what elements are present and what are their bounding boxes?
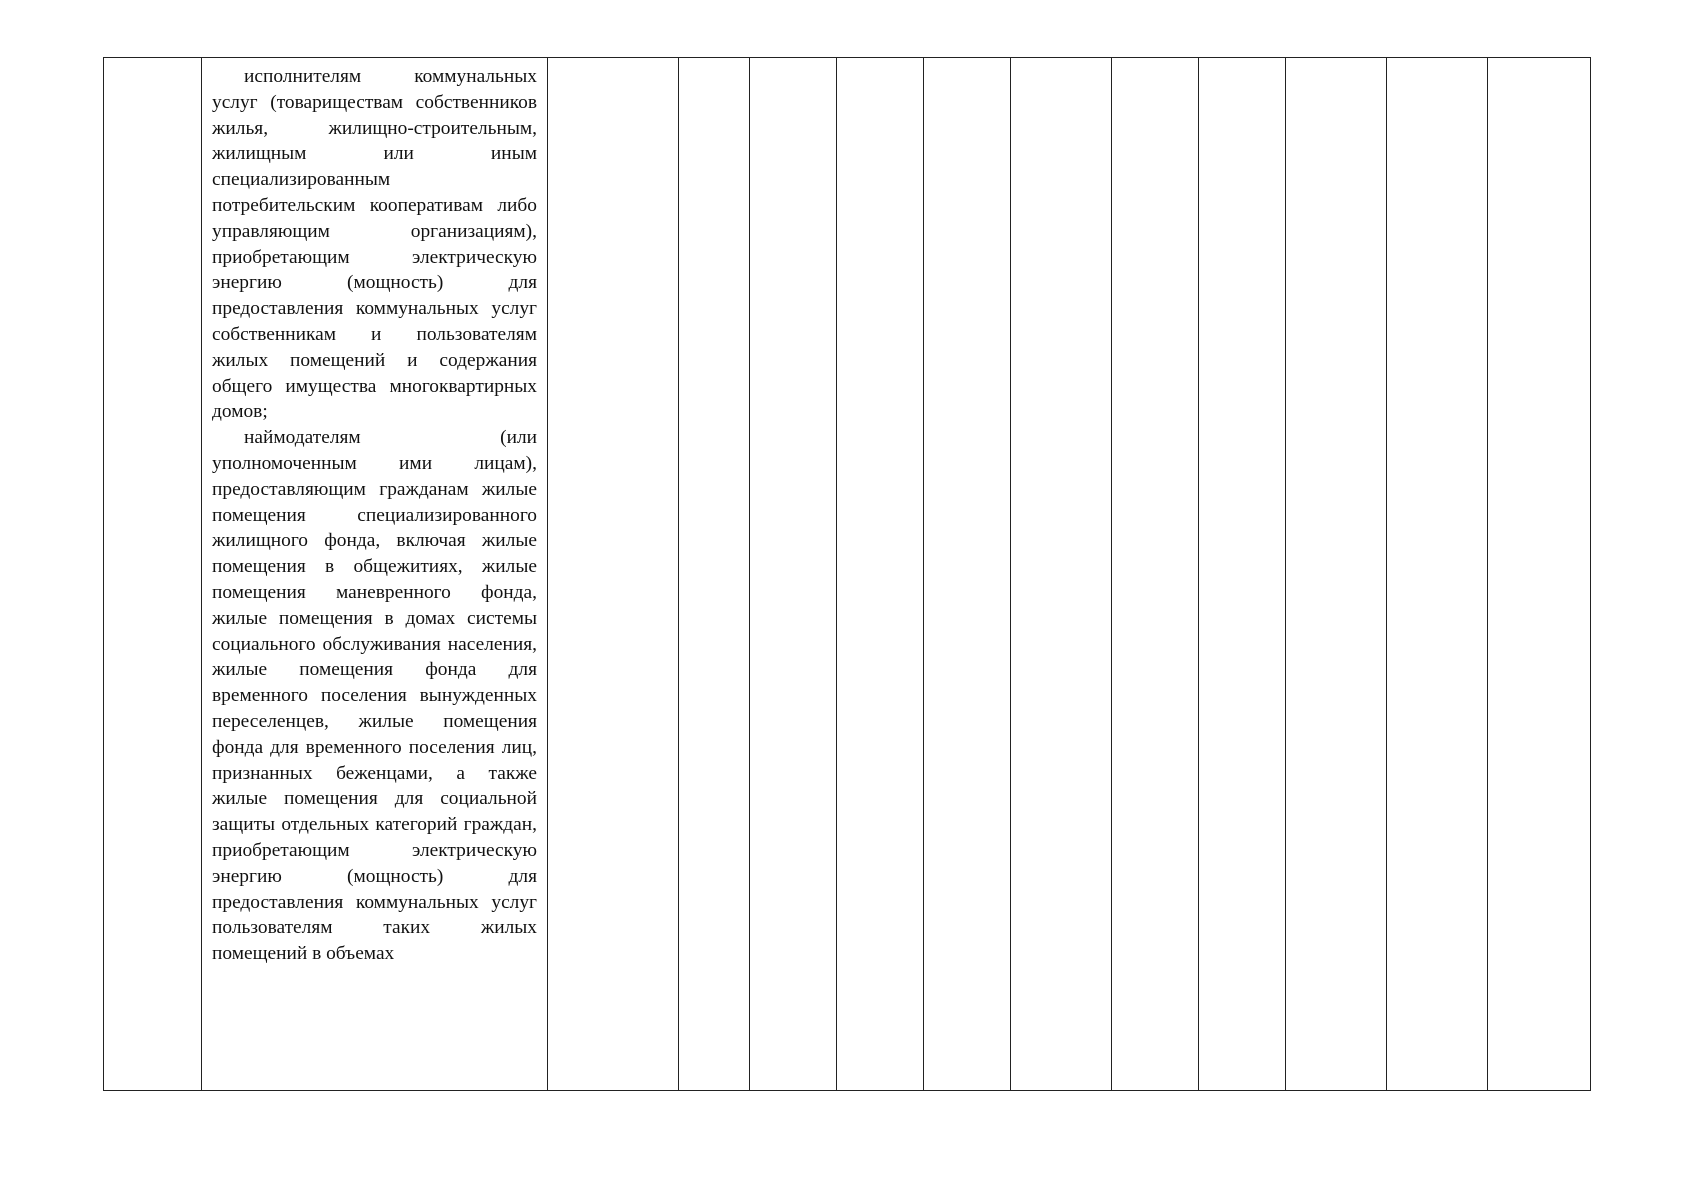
document-table <box>103 57 1591 1091</box>
table-cell-col-12 <box>1387 58 1488 1091</box>
table-cell-description <box>202 58 548 1091</box>
table-cell-col-3 <box>548 58 679 1091</box>
table-cell-col-8 <box>1011 58 1112 1091</box>
table-cell-col-13 <box>1488 58 1591 1091</box>
table-cell-col-6 <box>837 58 924 1091</box>
table-cell-col-7 <box>924 58 1011 1091</box>
table-row <box>104 58 1591 1091</box>
table-cell-col-9 <box>1112 58 1199 1091</box>
table-cell-col-1 <box>104 58 202 1091</box>
table-cell-col-5 <box>750 58 837 1091</box>
paragraph-landlords: наймодателям (или уполномоченным ими лицам), предоставляющим гражданам жилые помещения специализированного жилищного фонда, включая жилые помещения в общежитиях, жилые помещения маневренного фонда, жилые помещения в домах системы социального обслуживания населения, жилые помещения фонда для временного поселения вынужденных переселенцев, жилые помещения фонда для временного поселения лиц, признанных беженцами, а также жилые помещения для социальной защиты отдельных категорий граждан, приобретающим электрическую энергию (мощность) для предоставления коммунальных услуг пользователям таких жилых помещений в объемах <box>212 427 537 965</box>
paragraph-utility-providers: исполнителям коммунальных услуг (товариществам собственников жилья, жилищно-строительным, жилищным или иным специализированным потребительским кооперативам либо управляющим организациям), приобретающим электрическую энергию (мощность) для предоставления коммунальных услуг собственникам и пользователям жилых помещений и содержания общего имущества многоквартирных домов; <box>212 66 537 423</box>
table-cell-col-11 <box>1286 58 1387 1091</box>
table-cell-col-4 <box>679 58 750 1091</box>
table-cell-col-10 <box>1199 58 1286 1091</box>
